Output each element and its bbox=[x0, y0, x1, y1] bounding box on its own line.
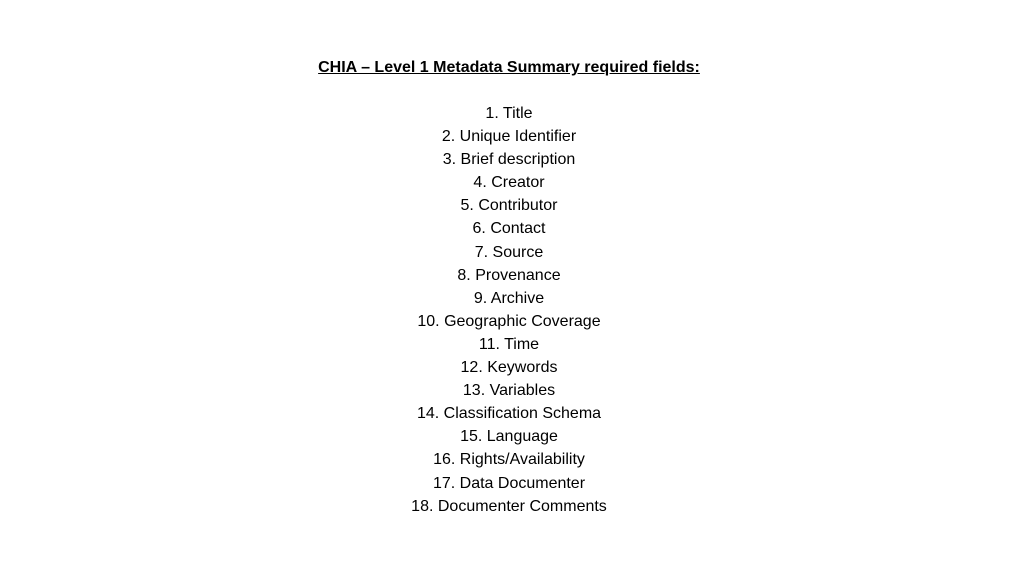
field-item: 8. Provenance bbox=[457, 266, 561, 284]
field-item: 1. Title bbox=[485, 105, 533, 122]
field-item: 5. Contributor bbox=[460, 197, 558, 215]
field-item: 7. Source bbox=[474, 243, 544, 261]
field-item: 14. Classification Schema bbox=[416, 405, 602, 423]
field-item: 10. Geographic Coverage bbox=[417, 312, 601, 330]
slide-heading: CHIA – Level 1 Metadata Summary required fields: bbox=[318, 59, 700, 76]
required-fields-list bbox=[0, 102, 1018, 518]
field-item: 15. Language bbox=[460, 428, 558, 446]
field-item: 16. Rights/Availability bbox=[433, 451, 585, 469]
field-item: 2. Unique Identifier bbox=[441, 128, 577, 146]
field-item: 4. Creator bbox=[473, 174, 545, 192]
field-item: 18. Documenter Comments bbox=[411, 497, 607, 515]
field-item: 6. Contact bbox=[472, 220, 546, 238]
field-item: 12. Keywords bbox=[460, 359, 558, 377]
field-item: 13. Variables bbox=[462, 382, 556, 400]
field-item: 17. Data Documenter bbox=[432, 474, 586, 492]
field-item: 9. Archive bbox=[473, 289, 545, 307]
field-item: 3. Brief description bbox=[442, 151, 576, 169]
field-item: 11. Time bbox=[478, 335, 540, 353]
